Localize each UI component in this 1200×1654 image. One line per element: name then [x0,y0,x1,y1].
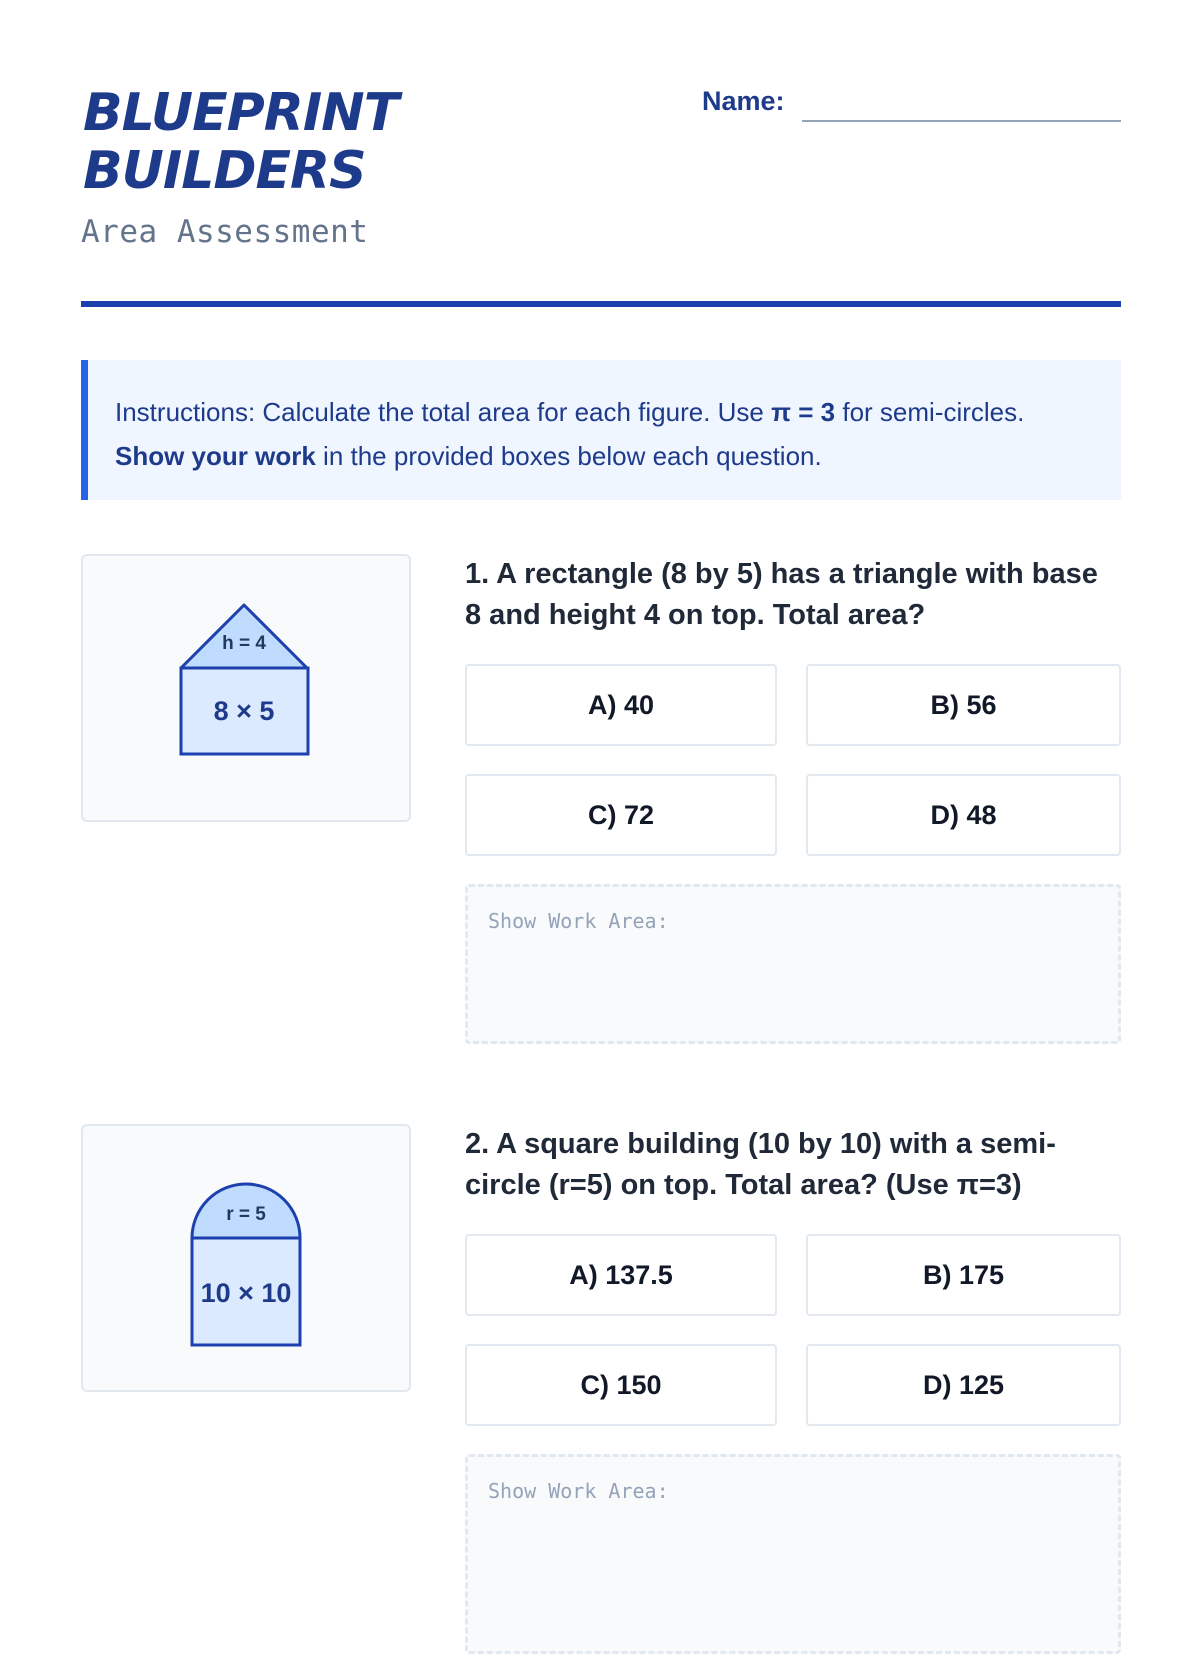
rectangle-dimensions-label: 8 × 5 [213,696,275,726]
question-1-choice-b[interactable]: B) 56 [806,664,1121,746]
worksheet-page [81,0,1121,1600]
question-2-choice-c[interactable]: C) 150 [465,1344,777,1426]
instructions-pi-value: π = 3 [771,397,836,427]
question-2-figure-card [81,1124,411,1392]
question-1-choice-a[interactable]: A) 40 [465,664,777,746]
name-input-line[interactable] [802,120,1121,122]
name-label: Name: [702,86,785,116]
question-2-choice-b[interactable]: B) 175 [806,1234,1121,1316]
semicircle-radius-label: r = 5 [226,1204,266,1225]
brand-title-line-2: BUILDERS [83,141,366,201]
question-1-work-label: Show Work Area: [488,909,669,933]
house-semicircle-figure [83,1126,413,1394]
question-1-choice-c[interactable]: C) 72 [465,774,777,856]
brand-title-line-1: BLUEPRINT [83,83,399,143]
instructions-tail: in the provided boxes below each question. [315,441,822,471]
name-field [702,86,1121,126]
triangle-height-label: h = 4 [222,633,266,654]
question-2-work-label: Show Work Area: [488,1479,669,1503]
question-1 [81,554,1121,1044]
instructions-box [81,360,1121,500]
house-triangle-figure [83,556,413,824]
brand-title [83,84,398,200]
question-2-choice-a[interactable]: A) 137.5 [465,1234,777,1316]
question-1-text: 1. A rectangle (8 by 5) has a triangle with base 8 and height 4 on top. Total area? [465,558,1098,631]
question-2-work-area[interactable] [465,1454,1121,1654]
square-dimensions-label: 10 × 10 [200,1278,292,1308]
question-2-choice-d[interactable]: D) 125 [806,1344,1121,1426]
instructions-lead: Instructions: Calculate the total area for each figure. Use [115,397,772,427]
worksheet-header [81,80,1121,310]
question-1-work-area[interactable] [465,884,1121,1044]
question-2 [81,1124,1121,1600]
instructions-middle: for semi-circles. [835,397,1025,427]
question-1-choice-d[interactable]: D) 48 [806,774,1121,856]
page-subtitle: Area Assessment [81,214,369,250]
question-2-text: 2. A square building (10 by 10) with a semi-circle (r=5) on top. Total area? (Use π=3) [465,1128,1056,1201]
instructions-emphasis: Show your work [115,441,316,471]
question-1-figure-card [81,554,411,822]
header-divider [81,301,1121,307]
